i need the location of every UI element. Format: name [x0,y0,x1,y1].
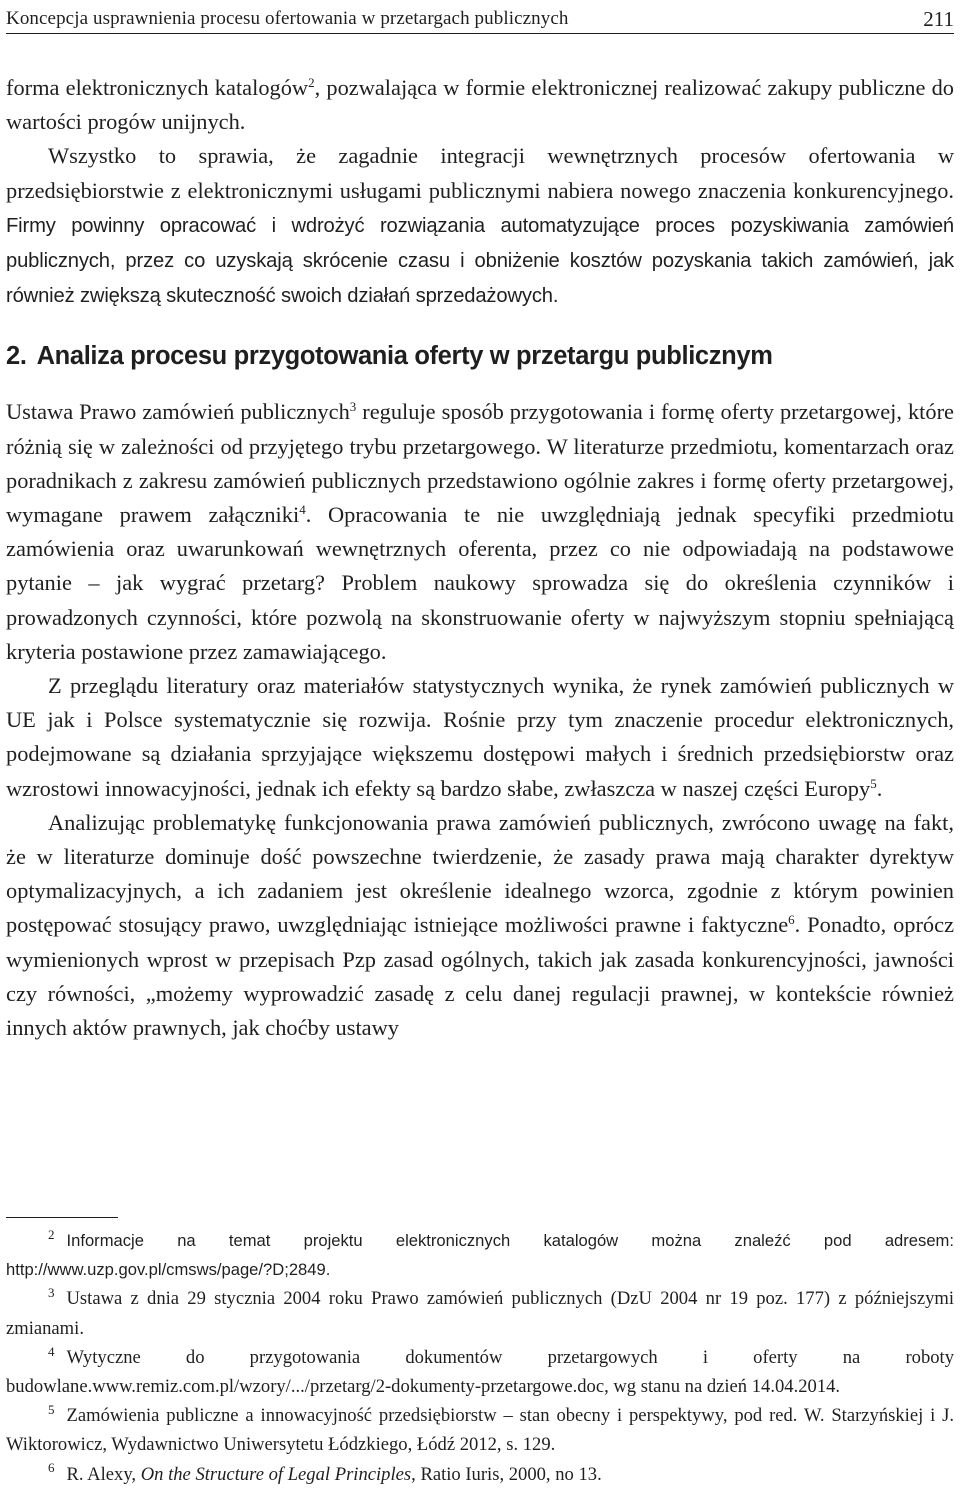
footnote-text: Zamówienia publiczne a innowacyjność przedsiębiorstw – stan obecny i perspektywy, pod red. W. Starzyńskiej i J. Wiktorowicz, Wydawnictwo Uniwersytetu Łódzkiego, Łódź 2012, s. 129. [6,1405,954,1456]
footnote [6,1401,954,1459]
paragraph [6,669,954,806]
running-head [6,0,954,34]
page-number: 211 [923,7,954,31]
footnote-text: Informacje na temat projektu elektronicznych katalogów można znaleźć pod adresem: http://www.uzp.gov.pl/cmsws/page/?D;2849. [6,1231,954,1280]
footnote [6,1284,954,1342]
footnote [6,1343,954,1401]
paragraph [6,806,954,1045]
footnotes [6,1226,954,1489]
section-number: 2. [6,342,27,371]
footnote-number: 3 [48,1285,55,1301]
paragraph-text: forma elektronicznych katalogów [6,75,309,100]
section-heading [6,339,954,373]
footnote-cited-title: On the Structure of Legal Principles [140,1463,412,1485]
paragraph-text: Wszystko to sprawia, że zagadnie integracji wewnętrznych procesów ofertowania w przedsiębiorstwie z elektronicznymi usługami publicznymi nabiera nowego znaczenia konkurencyjnego. [6,143,954,203]
paragraph-text: reguluje sposób przygotowania i formę oferty przetargowej, które różnią się w zależności od przyjętego trybu przetargowego. W literaturze przedmiotu, komentarzach oraz poradnikach z zakresu zamówień publicznych przedstawiono ogólnie zakres i formę oferty przetargowej, wymagane prawem załączniki [6,399,954,528]
paragraph-text: Z przeglądu literatury oraz materiałów statystycznych wynika, że rynek zamówień publicznych w UE jak i Polsce systematycznie się rozwija. Rośnie przy tym znaczenie procedur elektronicznych, podejmowane są działania sprzyjające większemu dostępowi małych i średnich przedsiębiorstw oraz wzrostowi innowacyjności, jednak ich efekty są bardzo słabe, zwłaszcza w naszej części Europy [6,673,954,801]
paragraph-text: Analizując problematykę funkcjonowania prawa zamówień publicznych, zwrócono uwagę na fakt, że w literaturze dominuje dość powszechne twierdzenie, że zasady prawa mają charakter dyrektyw optymalizacyjnych, a ich zadaniem jest określenie idealnego wzorca, zgodnie z którym powinien postępować stosujący prawo, uwzględniając istniejące możliwości prawne i faktyczne [6,809,954,938]
paragraph-text: . Ponadto, oprócz wymienionych wprost w przepisach Pzp zasad ogólnych, takich jak zasada konkurencyjności, jawności czy równości, „możemy wyprowadzić zasadę z celu danej regulacji prawnej, w kontekście również innych aktów prawnych, jak choćby ustawy [6,912,955,1041]
footnote-ref[interactable]: 3 [349,399,357,415]
footnote-divider [6,1217,118,1218]
section-title: Analiza procesu przygotowania oferty w przetargu publicznym [36,342,773,371]
footnote-ref[interactable]: 5 [870,775,877,791]
footnote-number: 6 [48,1460,55,1476]
paragraph [6,71,954,139]
paragraph-text: , pozwalająca w formie elektronicznej realizować zakupy publiczne do wartości progów unijnych. [6,75,954,135]
paragraph [6,139,954,313]
paragraph-text: Ustawa Prawo zamówień publicznych [6,399,350,425]
footnote-number: 2 [48,1226,55,1242]
running-head-title: Koncepcja usprawnienia procesu ofertowania w przetargach publicznych [6,8,569,29]
paragraph-text-sans: Firmy powinny opracować i wdrożyć rozwiązania automatyzujące proces pozyskiwania zamówień publicznych, przez co uzyskają skrócenie czasu i obniżenie kosztów pozyskania takich zamówień, jak również zwiększą skuteczność swoich działań sprzedażowych. [6,214,954,308]
paragraph-text: . [876,775,883,801]
footnote-text: Wytyczne do przygotowania dokumentów przetargowych i oferty na roboty budowlane.www.remiz.com.pl/wzory/.../przetarg/2-dokumenty-przetargowe.doc, wg stanu na dzień 14.04.2014. [6,1346,954,1398]
footnote [6,1460,954,1489]
footnote-text: , Ratio Iuris, 2000, no 13. [411,1463,602,1485]
footnote-ref[interactable]: 2 [308,74,315,90]
footnote-number: 5 [48,1402,55,1418]
footnote-ref[interactable]: 6 [788,912,795,928]
footnote-number: 4 [48,1343,55,1359]
footnote-text: Ustawa z dnia 29 stycznia 2004 roku Prawo zamówień publicznych (DzU 2004 nr 19 poz. 177) z późniejszymi zmianami. [6,1288,954,1339]
footnote-ref[interactable]: 4 [299,501,306,517]
body-text [6,71,954,1045]
paragraph [6,395,954,669]
footnote-author: R. Alexy, [66,1463,141,1485]
footnote [6,1226,954,1284]
paragraph-text: . Opracowania te nie uwzględniają jednak specyfiki przedmiotu zamówienia oraz uwarunkowań wewnętrznych oferenta, przez co nie odpowiadają na podstawowe pytanie – jak wygrać przetarg? Problem naukowy sprowadza się do określenia czynników i prowadzonych czynności, które pozwolą na skonstruowanie oferty w najwyższym stopniu spełniającą kryteria postawione przez zamawiającego. [6,502,954,664]
